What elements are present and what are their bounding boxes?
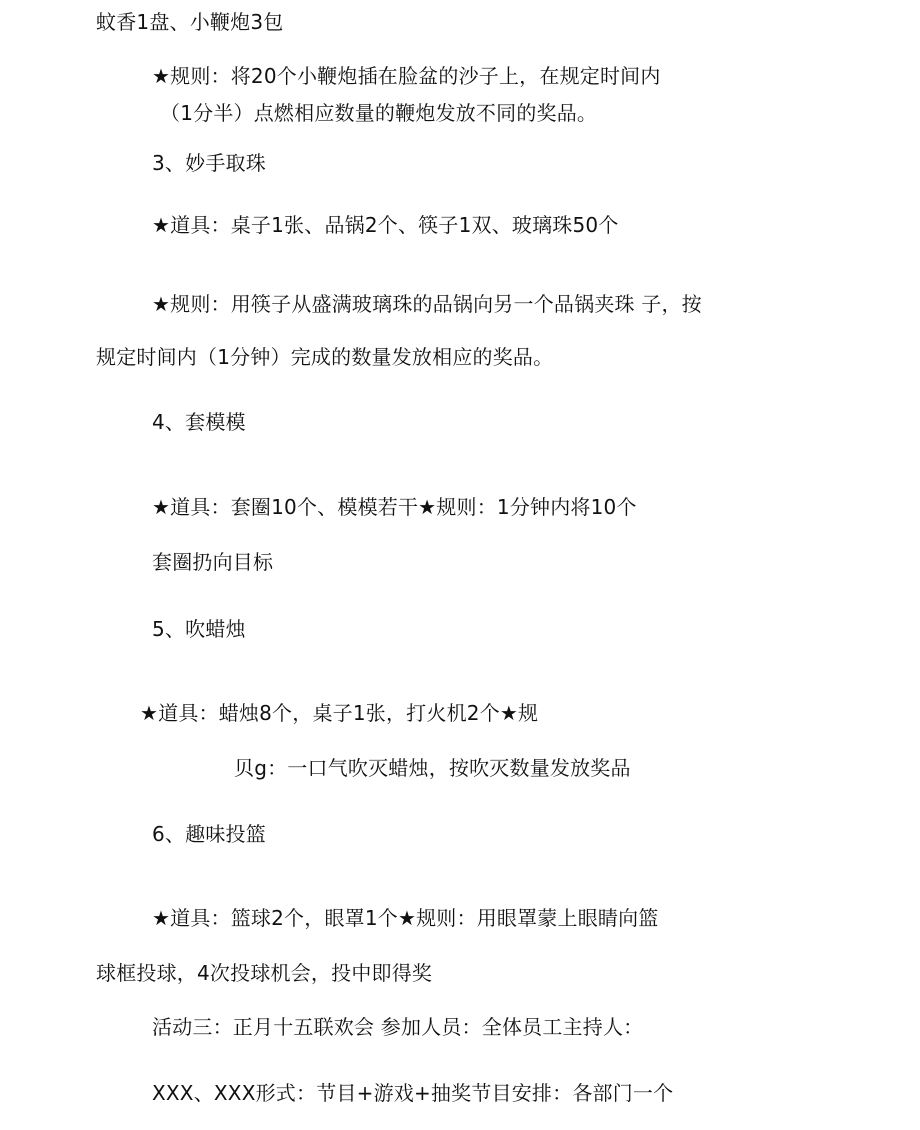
text-line-activity-3-format: XXX、XXX形式：节目+游戏+抽奖节目安排：各部门一个 [152,1081,674,1105]
text-line-game-3-rule: ★规则：用筷子从盛满玻璃珠的品锅向另一个品锅夹珠 子，按 [152,292,702,316]
text-line-activity-3: 活动三：正月十五联欢会 参加人员：全体员工主持人： [152,1015,644,1039]
text-line-firecracker-rule-cont: （1分半）点燃相应数量的鞭炮发放不同的奖品。 [160,101,598,125]
text-line-firecracker-rule: ★规则：将20个小鞭炮插在脸盆的沙子上，在规定时间内 [152,64,661,88]
text-line-game-6-rule-cont: 球框投球，4次投球机会，投中即得奖 [96,961,433,985]
heading-game-3: 3、妙手取珠 [152,151,266,175]
heading-game-6: 6、趣味投篮 [152,822,266,846]
text-line-game-4-rule-cont: 套圈扔向目标 [152,550,274,574]
text-line-prizes: 蚊香1盘、小鞭炮3包 [96,10,284,34]
text-line-game-3-rule-cont: 规定时间内（1分钟）完成的数量发放相应的奖品。 [96,345,554,369]
text-line-game-5-props: ★道具：蜡烛8个，桌子1张，打火机2个★规 [140,701,539,725]
text-line-game-6-props-rule: ★道具：篮球2个，眼罩1个★规则：用眼罩蒙上眼睛向篮 [152,906,659,930]
text-line-game-3-props: ★道具：桌子1张、品锅2个、筷子1双、玻璃珠50个 [152,213,619,237]
heading-game-5: 5、吹蜡烛 [152,617,246,641]
text-line-game-5-rule: 贝g：一口气吹灭蜡烛，按吹灭数量发放奖品 [234,756,631,780]
heading-game-4: 4、套模模 [152,410,246,434]
text-line-game-4-props-rule: ★道具：套圈10个、模模若干★规则：1分钟内将10个 [152,495,637,519]
